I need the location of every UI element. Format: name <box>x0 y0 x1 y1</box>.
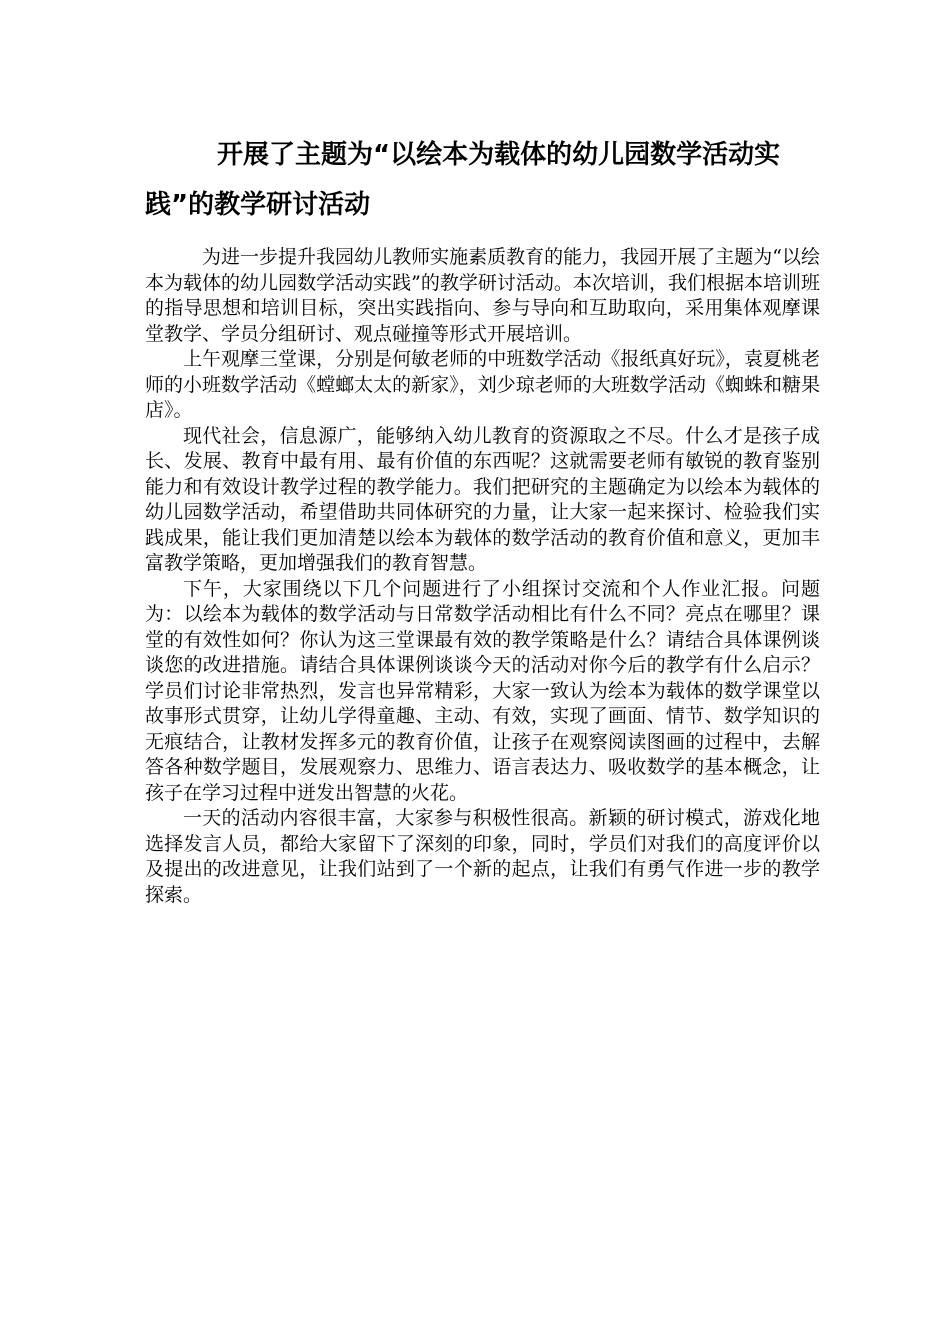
paragraph-afternoon: 下午，大家围绕以下几个问题进行了小组探讨交流和个人作业汇报。问题为：以绘本为载体的数学活动与日常数学活动相比有什么不同？亮点在哪里？课堂的有效性如何？你认为这三堂课最有效的教学策略是什么？请结合具体课例谈谈您的改进措施。请结合具体课例谈谈今天的活动对你今后的教学有什么启示？学员们讨论非常热烈，发言也异常精彩，大家一致认为绘本为载体的数学课堂以故事形式贯穿，让幼儿学得童趣、主动、有效，实现了画面、情节、数学知识的无痕结合，让教材发挥多元的教育价值，让孩子在观察阅读图画的过程中，去解答各种数学题目，发展观察力、思维力、语言表达力、吸收数学的基本概念，让孩子在学习过程中迸发出智慧的火花。 <box>145 577 820 804</box>
document-body <box>145 245 820 908</box>
paragraph-society: 现代社会，信息源广，能够纳入幼儿教育的资源取之不尽。什么才是孩子成长、发展、教育中最有用、最有价值的东西呢？这就需要老师有敏锐的教育鉴别能力和有效设计教学过程的教学能力。我们把研究的主题确定为以绘本为载体的幼儿园数学活动，希望借助共同体研究的力量，让大家一起来探讨、检验我们实践成果，能让我们更加清楚以绘本为载体的数学活动的教育价值和意义，更加丰富教学策略，更加增强我们的教育智慧。 <box>145 424 820 574</box>
paragraph-summary: 一天的活动内容很丰富，大家参与积极性很高。新颖的研讨模式，游戏化地选择发言人员，都给大家留下了深刻的印象，同时，学员们对我们的高度评价以及提出的改进意见，让我们站到了一个新的起点，让我们有勇气作进一步的教学探索。 <box>145 807 820 906</box>
paragraph-intro: 为进一步提升我园幼儿教师实施素质教育的能力，我园开展了主题为“以绘本为载体的幼儿园数学活动实践”的教学研讨活动。本次培训，我们根据本培训班的指导思想和培训目标，突出实践指向、参与导向和互助取向，采用集体观摩课堂教学、学员分组研讨、观点碰撞等形式开展培训。 <box>145 246 820 345</box>
document-title: 开展了主题为“以绘本为载体的幼儿园数学活动实践”的教学研讨活动 <box>145 140 781 220</box>
paragraph-morning: 上午观摩三堂课，分别是何敏老师的中班数学活动《报纸真好玩》，袁夏桃老师的小班数学活动《螳螂太太的新家》，刘少琼老师的大班数学活动《蜘蛛和糖果店》。 <box>145 348 820 421</box>
